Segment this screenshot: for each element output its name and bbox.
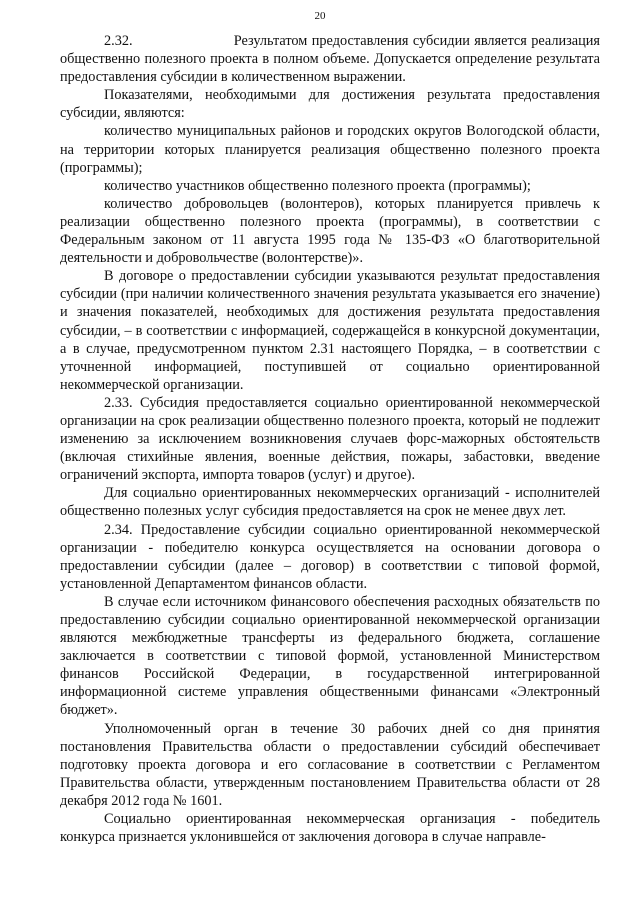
paragraph-2-33: 2.33. Субсидия предоставляется социально ориентированной некоммерческой организации на срок реализации общественно полезного проекта, который не подлежит изменению за исключением возникновения случаев форс-мажорных обстоятельств (включая стихийные явления, военные действия, пожары, забастовки, введение ограничений экспорта, импорта товаров (услуг) и другое). [60,394,600,484]
list-item-districts: количество муниципальных районов и городских округов Вологодской области, на территории которых планируется реализация общественно полезного проекта (программы); [60,123,600,176]
paragraph-federal-transfers: В случае если источником финансового обеспечения расходных обязательств по предоставлению субсидии социально ориентированной некоммерческой организации являются межбюджетные трансферты из федерального бюджета, соглашение заключается в соответствии с типовой формой, установленной Министерством финансов Российской Федерации, в государственной интегрированной информационной системе управления общественными финансами «Электронный бюджет». [60,593,600,719]
paragraph-indicators: Показателями, необходимыми для достижения результата предоставления субсидии, являются: [60,87,600,122]
paragraph-contract-results: В договоре о предоставлении субсидии указываются результат предоставления субсидии (при наличии количественного значения результата указывается его значение) и значения показателей, необходимых для достижения результата предоставления субсидии, – в соответствии с информацией, содержащейся в конкурсной документации, а в случае, предусмотренном пунктом 2.31 настоящего Порядка, – в соответствии с уточненной информацией, поступившей от социально ориентированной некоммерческой организации. [60,268,600,393]
paragraph-service-providers: Для социально ориентированных некоммерческих организаций - исполнителей общественно полезных услуг субсидия предоставляется на срок не менее двух лет. [60,485,600,520]
paragraph-2-32: 2.32. Результатом предоставления субсидии является реализация общественно полезного проекта в полном объеме. Допускается определение результата предоставления субсидии в количественном выражении. [60,33,600,86]
paragraph-evasion: Социально ориентированная некоммерческая организация - победитель конкурса признается уклонившейся от заключения договора в случае направле- [60,811,600,846]
page-number: 20 [314,10,326,22]
document-body [60,32,600,846]
list-item-participants: количество участников общественно полезного проекта (программы); [104,177,531,194]
list-item-volunteers: количество добровольцев (волонтеров), которых планируется привлечь к реализации общественно полезного проекта (программы), в соответствии с Федеральным законом от 11 августа 1995 года № 135-ФЗ «О благотворительной деятельности и добровольчестве (волонтерстве)». [60,195,600,267]
paragraph-authorized-body: Уполномоченный орган в течение 30 рабочих дней со дня принятия постановления Правительства области о предоставлении субсидий обеспечивает подготовку проекта договора и его согласование в соответствии с Регламентом Правительства области, утвержденным постановлением Правительства области от 28 декабря 2012 года № 1601. [60,720,600,809]
paragraph-2-34: 2.34. Предоставление субсидии социально ориентированной некоммерческой организации - победителю конкурса осуществляется на основании договора о предоставлении субсидии (далее – договор) в соответствии с типовой формой, установленной Департаментом финансов области. [60,521,600,592]
